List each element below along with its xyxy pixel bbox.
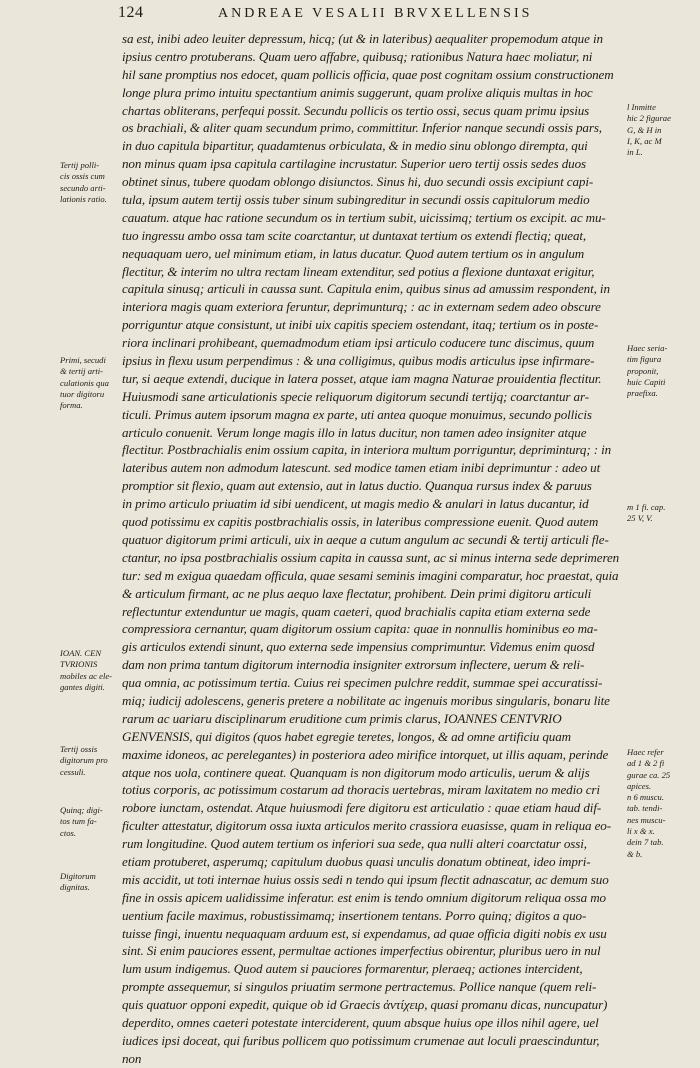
text-line: hil sane promptius nos edocet, quam pollicis officia, quae post cognitam ossium constructionem bbox=[122, 66, 614, 82]
text-line: lum usum indigemus. Quod autem si pauciores formarentur, pleraeq; actiones intercident, bbox=[122, 961, 583, 977]
main-text-block bbox=[122, 30, 622, 1068]
text-line: articulo conuenit. Verum longe magis illo in latus ducitur, non tamen adeo insigniter atque bbox=[122, 424, 587, 440]
text-line: nequaquam uero, uel minimum etiam, in latus ducatur. Quod autem tertium os in angulum bbox=[122, 245, 585, 261]
text-line: os brachiali, & aliter quam secundum primo, committitur. Inferior nanque secundi ossis pars, bbox=[122, 120, 602, 136]
text-line: uentium facile maximus, robustissimamq; insertionem tentans. Porro quinq; digitos a quo- bbox=[122, 907, 587, 923]
text-line: deperdito, omnes caeteri potestate interciderent, quum absque huius ope illos nihil agere, uel bbox=[122, 1014, 599, 1030]
left-margin-note bbox=[60, 355, 122, 411]
page-header bbox=[118, 4, 628, 26]
margin-note-line: 25 V, V. bbox=[627, 513, 653, 524]
margin-note-line: digitorum pro bbox=[60, 755, 108, 766]
text-line: riora inclinari prohibeant, quemadmodum etiam ipsi articulo coducere tunc discimus, quum bbox=[122, 335, 595, 351]
margin-note-line: dein 7 tab. bbox=[627, 837, 664, 848]
margin-note-line: I, K, ac M bbox=[627, 135, 662, 146]
right-margin-note bbox=[627, 747, 697, 860]
text-line: tuisse fingi, inuentu nequaquam arduum est, si expendamus, ad quae officia digiti nobis ex usu bbox=[122, 925, 607, 941]
text-line: in primo articulo priuatim id sibi uendicent, ut magis medio & anulari in latus ducantur, id bbox=[122, 496, 589, 512]
margin-note-line: G, & H in bbox=[627, 124, 662, 135]
left-margin-note bbox=[60, 744, 122, 778]
text-line: tula, ipsum autem tertij ossis tuber sinum subingreditur in secundi ossis capitulorum medio bbox=[122, 192, 590, 208]
text-line: chartas obliterans, perfequi possit. Secundu pollicis os tertio ossi, secus quam primu ipsius bbox=[122, 102, 590, 118]
text-line: reflectuntur extenduntur ue magis, quam caeteri, quod brachialis capita etiam externa sede bbox=[122, 603, 591, 619]
text-line: sa est, inibi adeo leuiter depressum, hicq; (ut & in lateribus) aequaliter propemodum atque in bbox=[122, 31, 603, 46]
margin-note-line: n 6 muscu. bbox=[627, 792, 664, 803]
margin-note-line: gurae ca. 25 bbox=[627, 769, 671, 780]
margin-note-line: hic 2 figurae bbox=[627, 113, 671, 124]
text-line: rarum ac uariaru disciplinarum eruditione cum primis clarus, IOANNES CENTVRIO bbox=[122, 710, 562, 726]
margin-note-line: tos tum fa- bbox=[60, 816, 97, 827]
text-line: obtinet sinus, tubere quodam oblongo disiunctos. Sinus hi, duo secundi ossis excipiunt capi- bbox=[122, 174, 594, 190]
text-line: GENVENSIS, qui digitos (quos habet egregie teretes, longos, & ad omne artificiu quam bbox=[122, 728, 572, 744]
margin-note-line: ad 1 & 2 fi bbox=[627, 758, 665, 769]
text-line: sint. Si enim pauciores essent, permultae actiones imperfectius obirentur, pluribus uero in nul bbox=[122, 943, 601, 959]
text-line: quod potissimu ex capitis postbrachialis ossis, in lateribus compressione euenit. Quod autem bbox=[122, 514, 599, 530]
text-line: dam non prima tantum digitorum internodia insigniter extrorsum inflectere, uerum & reli- bbox=[122, 657, 585, 673]
margin-note-line: IOAN. CEN bbox=[60, 648, 102, 658]
margin-note-line: secundo arti- bbox=[60, 182, 106, 193]
margin-note-line: Haec seria- bbox=[627, 343, 668, 353]
text-line: gis articulos extendi sinunt, quo externa sede impensius comprimuntur. Videmus enim quosd bbox=[122, 639, 595, 655]
text-line: iudices ipsi doceat, qui furibus pollicem quo potissimum crumenae aut loculi praescinduntur, bbox=[122, 1032, 600, 1048]
margin-note-line: TVRIONIS bbox=[60, 659, 98, 670]
right-margin-note bbox=[627, 343, 697, 399]
right-margin-note bbox=[627, 102, 697, 158]
margin-note-line: praefixa. bbox=[627, 388, 658, 399]
margin-note-line: cis ossis cum bbox=[60, 171, 105, 182]
text-line: interiora magis quam exteriora feruntur, deprimunturq; : ac in externam sedem adeo obscure bbox=[122, 299, 601, 315]
right-margin-note bbox=[627, 502, 697, 525]
margin-note-line: Quinq; digi- bbox=[60, 805, 103, 815]
text-line: longe plura primo intuitu spectantium animis suggerunt, quam prolixe aliquis multas in hoc bbox=[122, 84, 593, 100]
margin-note-line: apices. bbox=[627, 780, 652, 791]
margin-note-line: Digitorum bbox=[60, 871, 96, 881]
text-line: compressiora cernantur, quam digitorum ossium capita: quae in nonnullis hominibus eo ma- bbox=[122, 621, 598, 637]
margin-note-line: tuor digitoru bbox=[60, 388, 105, 399]
text-line: non minus quam ipsa capitula cartilagine incrustatur. Superior uero tertij ossis sedes duos bbox=[122, 156, 586, 172]
text-line: prompte assequemur, si singulos priuatim sermone pertractemus. Pollice nanque (quem reli- bbox=[122, 979, 597, 995]
margin-note-line: Primi, secudi bbox=[60, 355, 106, 365]
margin-note-line: mobiles ac ele- bbox=[60, 670, 113, 681]
text-line: cauatum. atque hac ratione secundum os in tertium subit, uicissimq; tertium os excipit. ac mu- bbox=[122, 209, 606, 225]
text-line: fine in ossis apicem ualidissime inferatur. est enim is tendo omnium digitorum reliqua ossa mo bbox=[122, 889, 606, 905]
margin-note-line: & b. bbox=[627, 848, 643, 859]
margin-note-line: cessuli. bbox=[60, 766, 86, 777]
margin-note-line: m 1 fi. cap. bbox=[627, 502, 666, 512]
margin-note-line: gantes digiti. bbox=[60, 681, 105, 692]
text-line: totius corporis, ac potissimum costarum ad thoracis uertebras, miram laxitatem no medio cri bbox=[122, 782, 600, 798]
text-line: maxime idoneos, ac perelegantes) in posteriora adeo mirifice intorquet, ut illis aquam, perinde bbox=[122, 746, 609, 762]
text-line: flectitur, & interim no ultra rectam lineam extenditur, sed potius a flexione duntaxat erigitur, bbox=[122, 263, 595, 279]
margin-note-line: & tertij arti- bbox=[60, 366, 103, 377]
text-line: mis accidit, ut toti internae huius ossis sedi n tendo qui ipsum flectit adnascatur, ac demum suo bbox=[122, 871, 609, 887]
text-line: flectitur. Postbrachialis enim ossium capita, in interiora multum porriguntur, depriminturq; : in bbox=[122, 442, 612, 458]
text-line: ipsius centro protuberans. Quam uero affabre, quibusq; rationibus Natura haec moliatur, ni bbox=[122, 48, 593, 64]
text-line: miq; iudicij adolescens, generis pretere a nobilitate ac ingenuis moribus singularis, bonaru lite bbox=[122, 692, 610, 708]
text-line: tuo ingressu ambo ossa tam scite coarctantur, ut duntaxat tertium os extendi flectiq; queat, bbox=[122, 227, 587, 243]
text-line: ficulter attestatur, digitorum ossa iuxta articulos merito crassiora euasisse, quam in reliqua eo- bbox=[122, 818, 611, 834]
margin-note-line: tim figura bbox=[627, 354, 662, 365]
left-margin-note bbox=[60, 805, 122, 839]
text-line: porriguntur atque consistunt, ut inibi uix capitis speciem ostendant, itaq; tertium os in poste- bbox=[122, 317, 599, 333]
margin-note-line: Haec refer bbox=[627, 747, 664, 757]
margin-note-line: proponit, bbox=[627, 365, 659, 376]
left-margin-note bbox=[60, 871, 122, 894]
text-line: lateribus autem non admodum latescunt. sed modice tamen etiam inibi deprimuntur : adeo ut bbox=[122, 460, 601, 476]
margin-note-line: l Inmitte bbox=[627, 102, 656, 112]
text-line: atque nos uola, continere queat. Quanquam is non digitorum modo articulis, uerum & alijs bbox=[122, 764, 590, 780]
margin-note-line: Tertij polli- bbox=[60, 160, 100, 170]
margin-note-line: tab. tendi- bbox=[627, 803, 663, 814]
margin-note-line: lationis ratio. bbox=[60, 193, 107, 204]
text-line: ipsius in flexu usum perpendimus : & una colligimus, quibus modis articulus ipse infirmare- bbox=[122, 353, 595, 369]
text-line: etiam protuberet, asperumq; capitulum duobus quasi unculis donatum obtineat, ideo impri- bbox=[122, 853, 591, 869]
margin-note-line: culationis qua bbox=[60, 377, 109, 388]
text-line: qua omnia, ac potissimum tertia. Cuius rei specimen pulchre reddit, summae spei accuratissi- bbox=[122, 675, 603, 691]
text-line: promptior sit flexio, quam aut extensio, aut in latus ductio. Quanqua rursus index & paruus bbox=[122, 478, 592, 494]
margin-note-line: forma. bbox=[60, 400, 83, 411]
text-line: Huiusmodi sane articulationis specie reliquorum digitorum secundi tertijq; coarctantur ar- bbox=[122, 388, 589, 404]
text-line: quis quatuor opponi expedit, quique ob id Graecis ἀντίχειρ, quasi promanu dicas, nuncupatur) bbox=[122, 997, 608, 1013]
margin-note-line: ctos. bbox=[60, 827, 76, 838]
margin-note-line: in L. bbox=[627, 147, 643, 158]
text-line: rum longitudine. Quod autem tertium os inferiori sua sede, qua nulli alteri coarctatur ossi, bbox=[122, 836, 587, 852]
page-number: 124 bbox=[118, 4, 144, 21]
left-margin-note bbox=[60, 160, 122, 205]
running-title: ANDREAE VESALII BRVXELLENSIS bbox=[218, 6, 533, 21]
text-line: & articulum firmant, ac ne plus aequo laxe flectatur, prohibent. Dein primi digitoru articuli bbox=[122, 585, 592, 601]
margin-note-line: li x & x. bbox=[627, 826, 655, 837]
left-margin-note bbox=[60, 648, 122, 693]
text-line: robore iunctam, ostendat. Atque huiusmodi fere digitoru est articulatio : quae etiam haud dif- bbox=[122, 800, 602, 816]
margin-note-line: huic Capiti bbox=[627, 376, 666, 387]
text-line: ctantur, no ipsa postbrachialis ossium capita in caussa sunt, ac si minus interna sede deprimeren bbox=[122, 549, 620, 565]
text-line: tur, si aeque extendi, ducique in latera posset, atque iam magna Naturae prouidentia flectitur. bbox=[122, 370, 602, 386]
text-line: capitula sinusq; articuli in caussa sunt. Capitula enim, quibus sinus ad amussim respondent, in bbox=[122, 281, 610, 297]
text-line: ticuli. Primus autem ipsorum magna ex parte, uti antea quoque monuimus, secundo pollicis bbox=[122, 406, 592, 422]
text-line: non bbox=[122, 1050, 142, 1066]
margin-note-line: dignitas. bbox=[60, 882, 90, 893]
text-line: quatuor digitorum primi articuli, uix in aeque a cutum angulum ac secundi & tertij articuli fle- bbox=[122, 531, 609, 547]
margin-note-line: nes muscu- bbox=[627, 814, 666, 825]
text-line: in duo capitula bipartitur, quadamtenus orbiculata, & in medio sinu oblongo dirempta, qui bbox=[122, 138, 588, 154]
margin-note-line: Tertij ossis bbox=[60, 744, 98, 754]
text-line: tur: sed m exigua quaedam officula, quae sesami seminis imagini comparatur, hoc praestat, quia bbox=[122, 567, 619, 583]
